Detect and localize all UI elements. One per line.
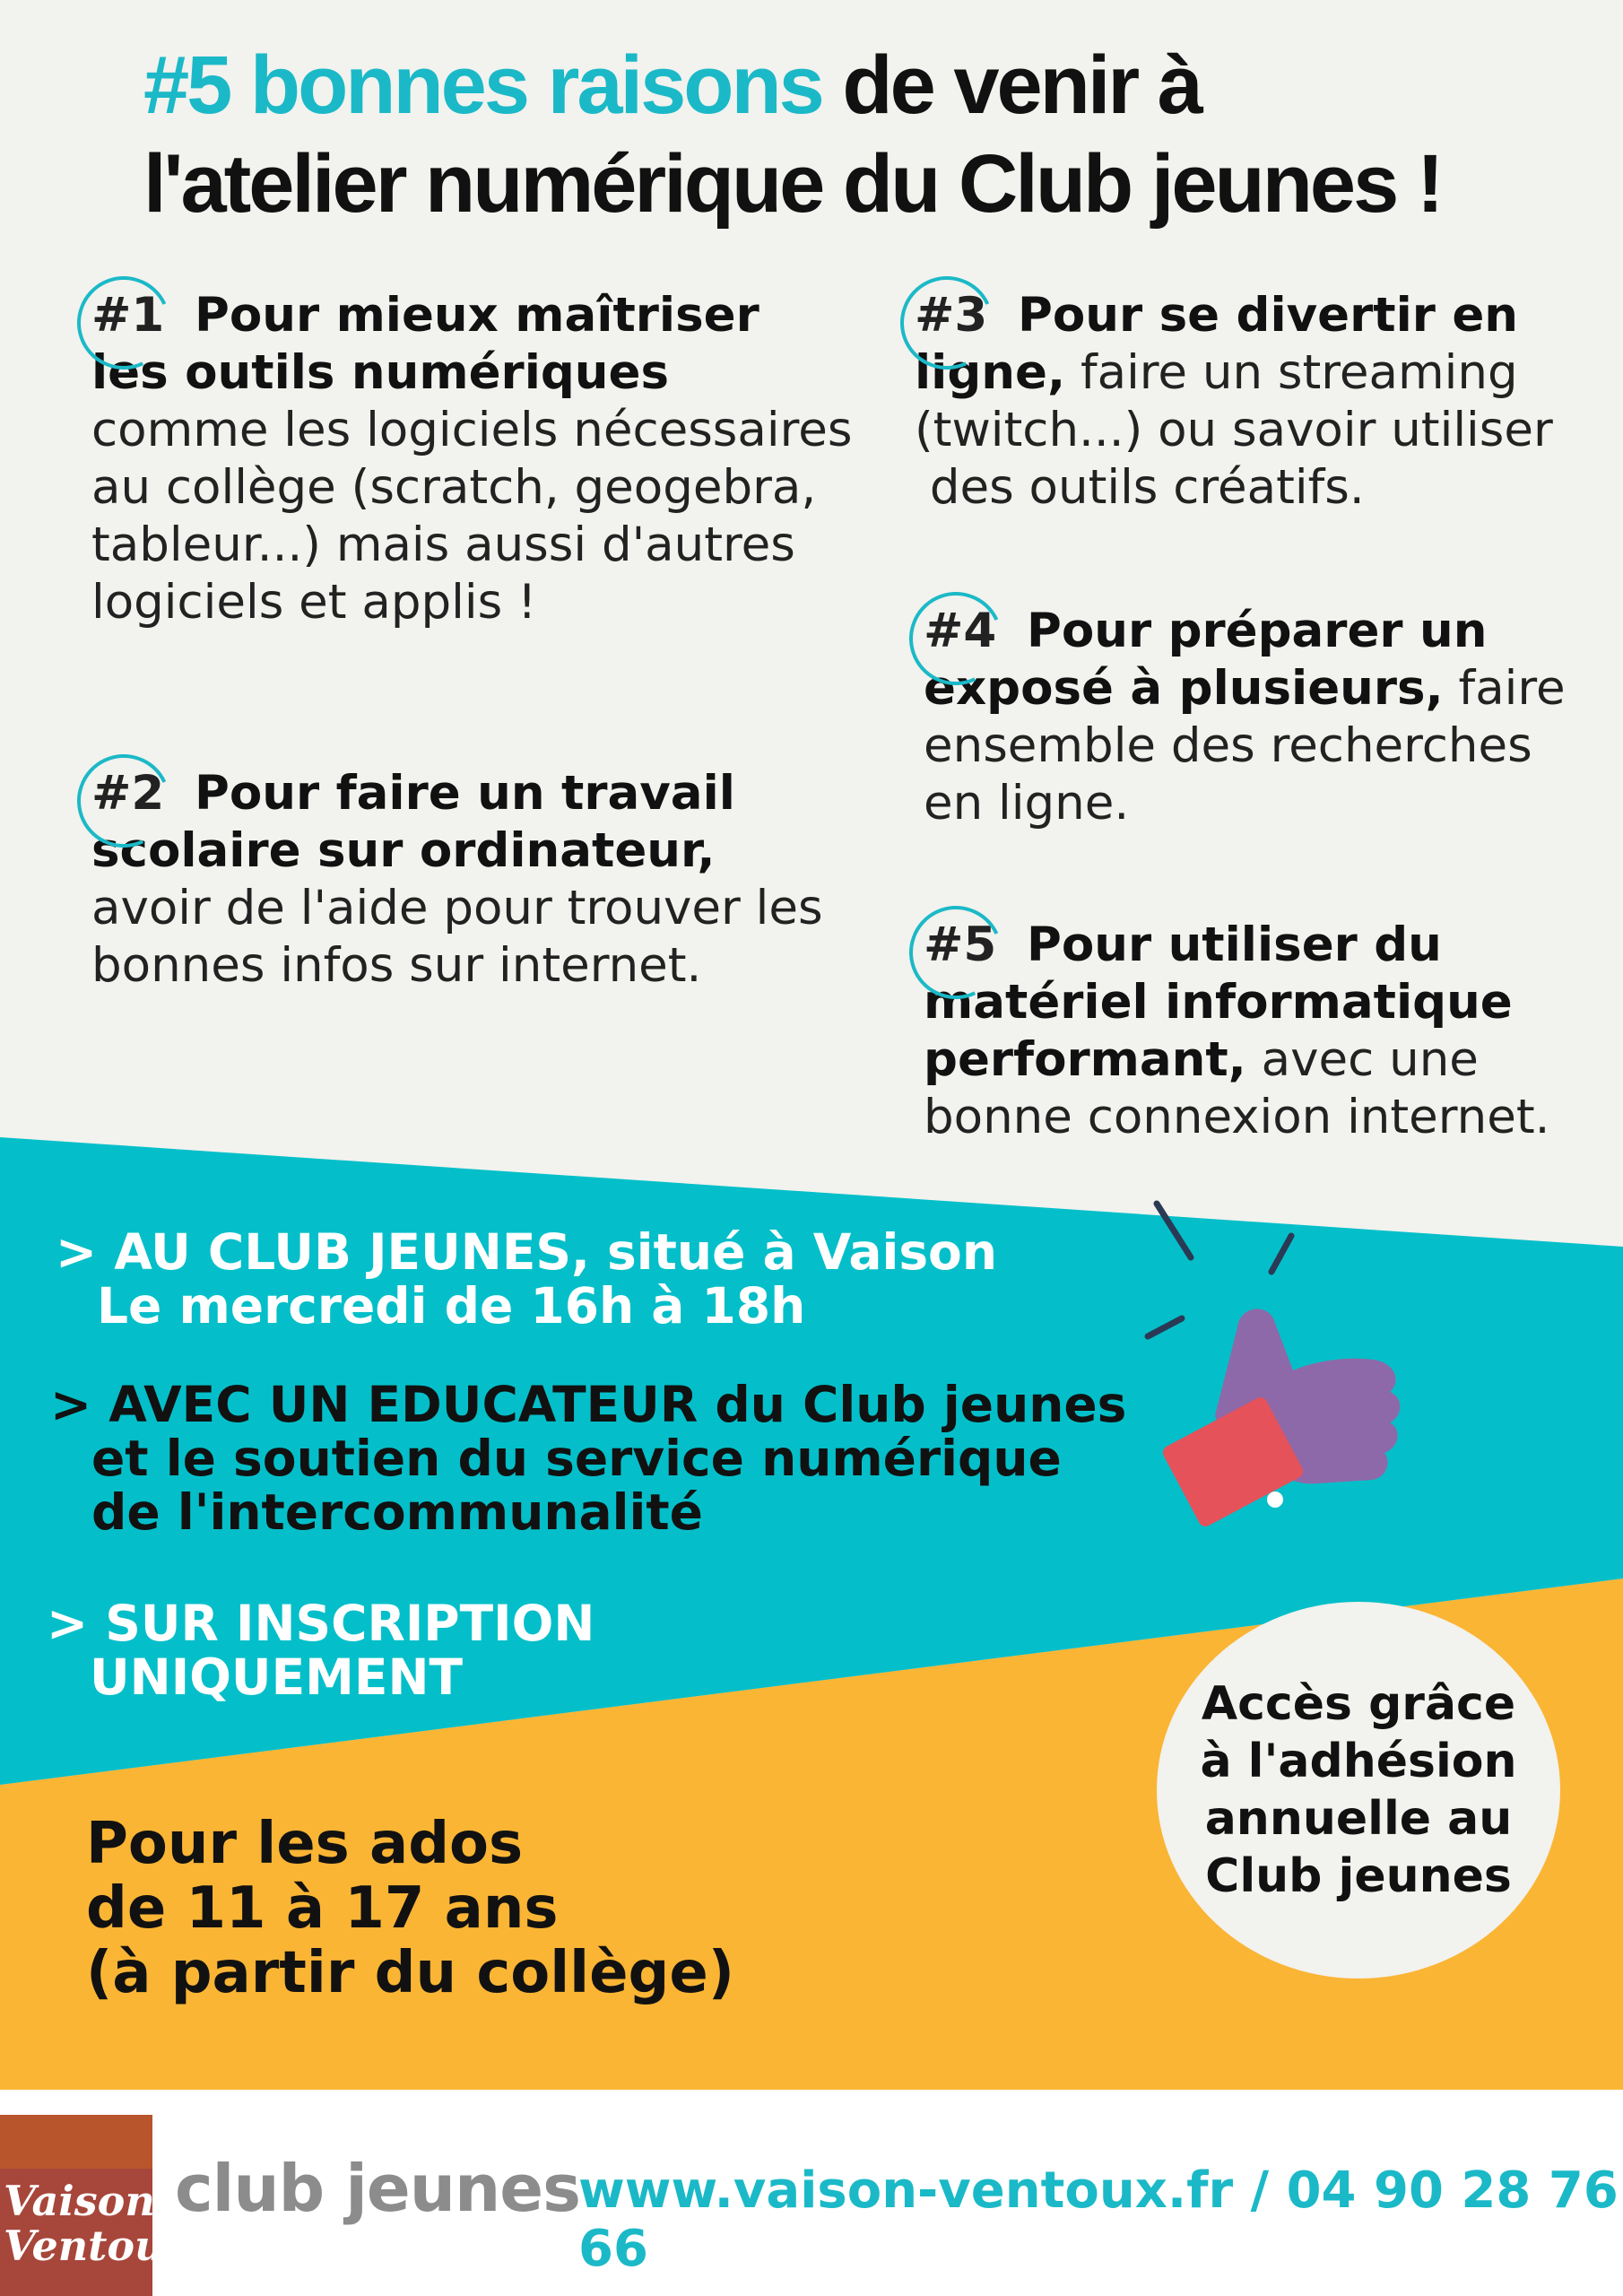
bubble-line: Accès grâce: [1201, 1677, 1516, 1731]
reason-number: #1: [91, 288, 165, 343]
contact-line[interactable]: www.vaison-ventoux.fr / 04 90 28 76 66: [578, 2161, 1619, 2278]
title-rest: de venir à: [821, 39, 1201, 131]
reason-text: faire un streaming: [1065, 345, 1518, 400]
reason-text: comme les logiciels nécessaires: [91, 403, 853, 457]
audience-line: de 11 à 17 ans: [86, 1875, 559, 1942]
reason-text: faire: [1443, 661, 1566, 716]
reason-bold: scolaire sur ordinateur,: [91, 823, 716, 878]
title-line2: l'atelier numérique du Club jeunes !: [143, 138, 1442, 230]
reason-text: avec une: [1245, 1032, 1479, 1087]
reason-text: avoir de l'aide pour trouver les: [91, 881, 823, 935]
info-line: et le soutien du service numérique: [91, 1430, 1062, 1487]
reason-bold: Pour se divertir en: [1018, 288, 1519, 343]
audience-line: (à partir du collège): [86, 1940, 734, 2006]
reason-bold: Pour préparer un: [1027, 604, 1488, 658]
reason-text: des outils créatifs.: [915, 460, 1365, 515]
info-line: > AU CLUB JEUNES, situé à Vaison: [56, 1223, 997, 1281]
info-inscription: [47, 1596, 595, 1704]
reason-text: logiciels et applis !: [91, 575, 537, 630]
bubble-line: Club jeunes: [1205, 1849, 1512, 1903]
club-jeunes-label: club jeunes: [175, 2151, 580, 2226]
reason-number: #4: [924, 604, 997, 658]
reason-bold: matériel informatique: [924, 975, 1513, 1030]
audience-text: [86, 1812, 734, 2005]
reason-text: au collège (scratch, geogebra,: [91, 460, 817, 515]
reason-number: #5: [924, 918, 997, 972]
info-line: Le mercredi de 16h à 18h: [97, 1277, 806, 1335]
info-line: de l'intercommunalité: [91, 1483, 703, 1541]
title-accent: #5 bonnes raisons: [143, 39, 822, 131]
info-club: [56, 1225, 997, 1333]
reason-5: [924, 917, 1614, 1146]
logo-word: Vaison: [4, 2177, 155, 2225]
reason-bold: exposé à plusieurs,: [924, 661, 1444, 716]
audience-line: Pour les ados: [86, 1811, 524, 1877]
bubble-line: annuelle au: [1204, 1792, 1513, 1846]
info-line: UNIQUEMENT: [90, 1648, 463, 1706]
thumbs-up-icon: [1139, 1193, 1435, 1543]
vaison-ventoux-logo: [0, 2115, 189, 2296]
info-educateur: [50, 1378, 1126, 1539]
reason-bold: performant,: [924, 1032, 1246, 1087]
reason-bold: Pour utiliser du: [1027, 918, 1442, 972]
reason-bold: les outils numériques: [91, 345, 670, 400]
reason-text: bonnes infos sur internet.: [91, 938, 702, 993]
reason-bold: ligne,: [915, 345, 1066, 400]
reason-bold: Pour faire un travail: [195, 766, 735, 821]
reason-number: #2: [91, 766, 165, 821]
reason-text: bonne connexion internet.: [924, 1090, 1550, 1144]
reason-bold: Pour mieux maîtriser: [195, 288, 759, 343]
reason-text: tableur...) mais aussi d'autres: [91, 517, 795, 572]
reason-text: (twitch...) ou savoir utiliser: [915, 403, 1553, 457]
reason-text: ensemble des recherches: [924, 718, 1532, 773]
bubble-line: à l'adhésion: [1200, 1735, 1517, 1788]
reason-number: #3: [915, 288, 988, 343]
info-line: > AVEC UN EDUCATEUR du Club jeunes: [50, 1376, 1127, 1433]
reason-text: en ligne.: [924, 776, 1130, 831]
logo-word: Ventoux: [4, 2222, 189, 2270]
info-line: > SUR INSCRIPTION: [47, 1595, 595, 1652]
membership-bubble: [1157, 1602, 1560, 1979]
